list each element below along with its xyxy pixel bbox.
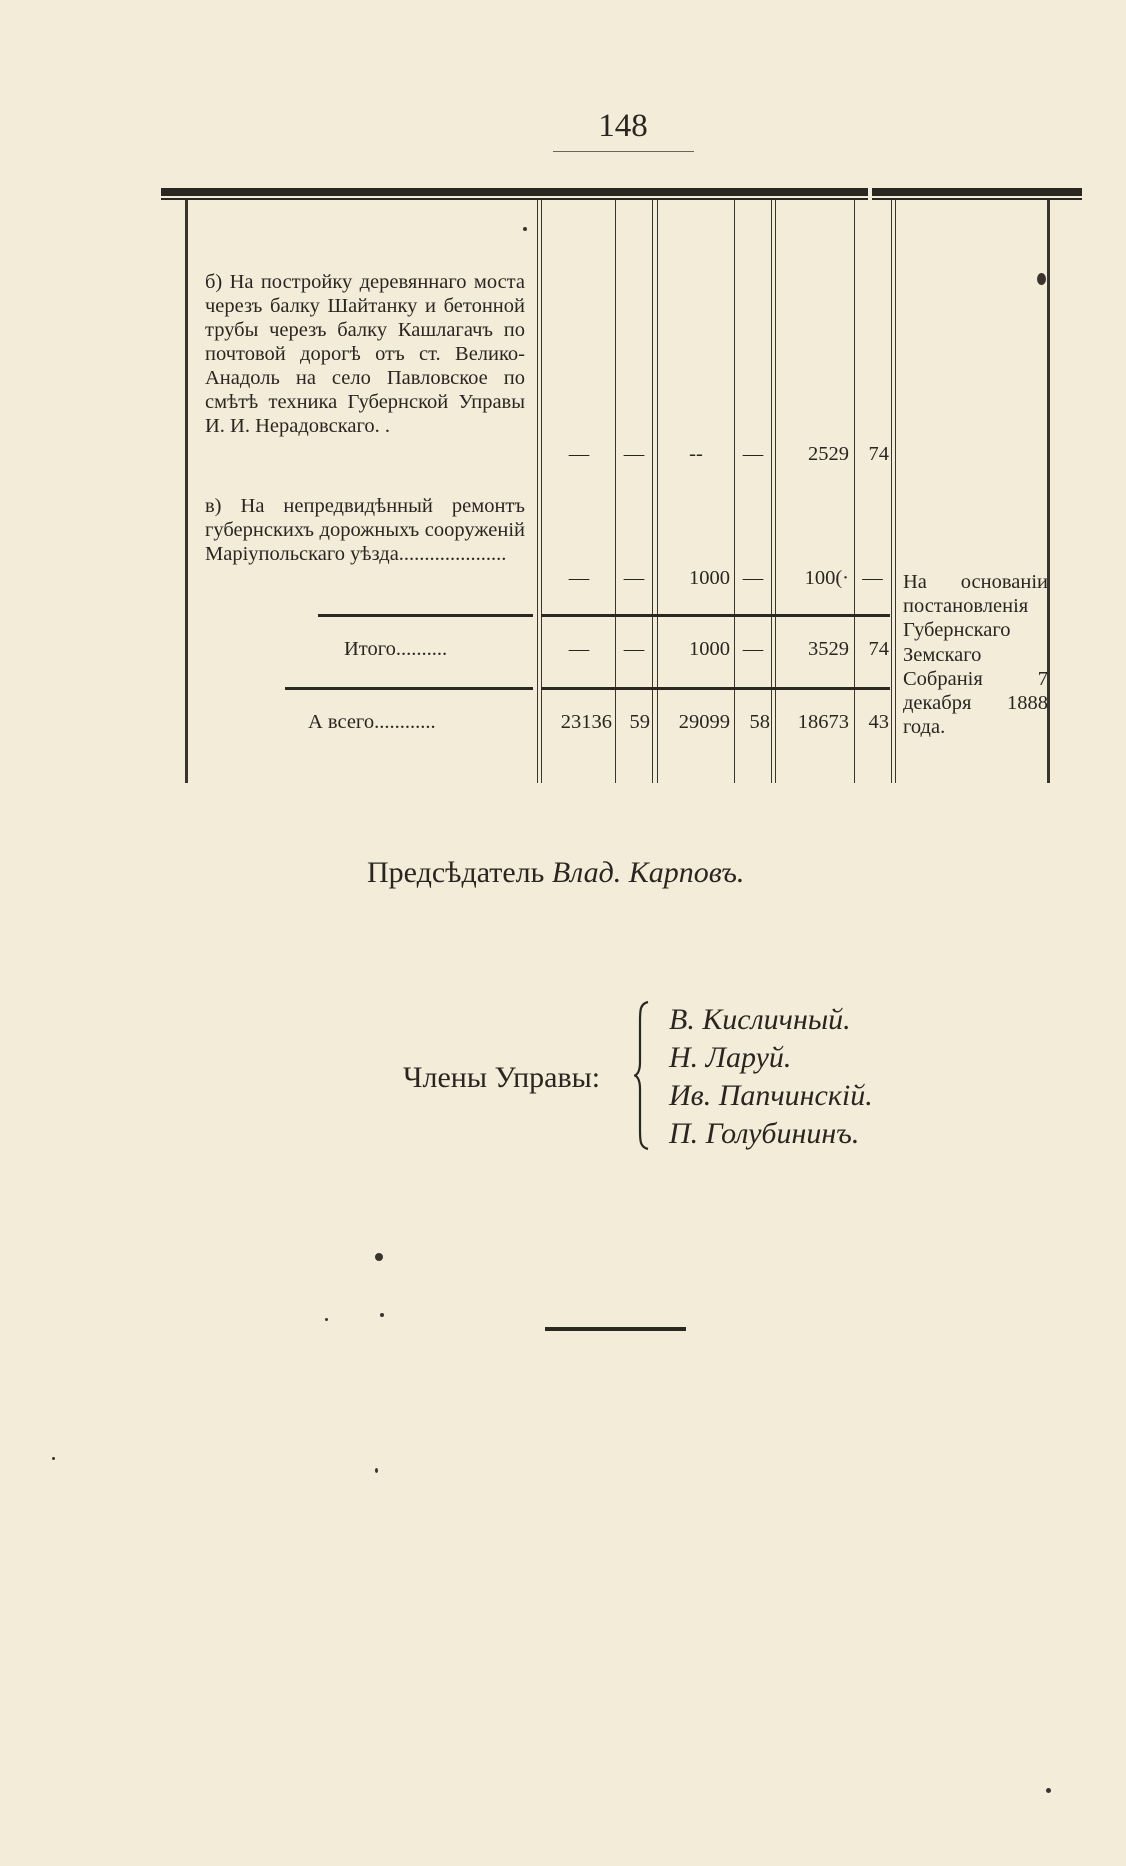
ink-speck [375, 1468, 378, 1473]
column-divider [771, 200, 772, 783]
ink-speck [1046, 1788, 1051, 1793]
ink-speck [52, 1457, 55, 1460]
cell-value: — [568, 567, 590, 589]
column-divider [652, 200, 653, 783]
cell-value: — [623, 443, 645, 465]
table-top-rule-thin [161, 198, 868, 200]
cell-value: 100(· [804, 567, 849, 589]
curly-brace-icon [634, 1000, 650, 1151]
table-top-rule-thin-note [872, 198, 1082, 200]
chairman-name: Влад. Карповъ. [551, 856, 745, 889]
row-description: в) На непредвидѣнный ремонтъ губернскихъ дорожныхъ сооруженій Маріупольскаго уѣзда..................... [205, 495, 525, 565]
member-name: П. Голубининъ. [669, 1117, 860, 1150]
row-description: б) На постройку деревяннаго моста черезъ балку Шайтанку и бетонной трубы черезъ балку Кашлагачъ по почтовой дорогѣ отъ ст. Велико-Анадоль на село Павловское по смѣтѣ техника Губернской Управы И. И. Нерадовскаго. . [205, 271, 525, 437]
end-rule [545, 1327, 686, 1331]
note-text: На основаніи постановленія Губернскаго Земскаго Собранія 7 декабря 1888 года. [903, 571, 1048, 739]
member-name: Н. Ларуй. [669, 1041, 792, 1074]
vsego-value: 59 [629, 711, 650, 733]
vsego-value: 29099 [678, 711, 730, 733]
column-divider [657, 200, 658, 783]
ink-speck [523, 227, 527, 231]
column-divider [895, 200, 896, 783]
page-number-rule [553, 151, 694, 152]
ink-speck [1037, 273, 1046, 285]
cell-value: 2529 [808, 443, 849, 465]
column-divider [891, 200, 892, 783]
column-divider [775, 200, 776, 783]
vsego-value: 43 [868, 711, 889, 733]
members-label: Члены Управы: [403, 1061, 601, 1094]
vsego-value: 23136 [560, 711, 612, 733]
column-divider [615, 200, 616, 783]
cell-value: — [742, 443, 764, 465]
column-divider [854, 200, 855, 783]
vsego-label: А всего............ [308, 711, 436, 733]
chairman-title: Предсѣдатель [367, 856, 545, 889]
ink-speck [325, 1318, 328, 1321]
itogo-value: — [623, 638, 645, 660]
cell-value: -- [689, 443, 703, 465]
itogo-rule [541, 614, 890, 617]
chairman-signature [367, 856, 744, 890]
cell-value: — [862, 567, 883, 589]
vsego-rule [285, 687, 533, 690]
itogo-value: 3529 [808, 638, 849, 660]
cell-value: — [623, 567, 645, 589]
vsego-value: 58 [749, 711, 770, 733]
itogo-value: 74 [868, 638, 889, 660]
cell-value: 1000 [689, 567, 730, 589]
column-divider [734, 200, 735, 783]
page-number: 148 [598, 108, 648, 144]
column-divider [537, 200, 538, 783]
ink-speck [375, 1253, 383, 1261]
itogo-value: 1000 [689, 638, 730, 660]
itogo-label: Итого.......... [344, 638, 448, 660]
itogo-label-text: Итого [344, 638, 396, 660]
cell-value: 74 [868, 443, 889, 465]
column-divider [541, 200, 542, 783]
table-top-rule [161, 188, 868, 196]
member-name: Ив. Папчинскій. [669, 1079, 873, 1112]
table-left-border [185, 200, 188, 783]
cell-value: — [568, 443, 590, 465]
itogo-value: — [568, 638, 590, 660]
vsego-label-text: А всего [308, 711, 375, 733]
ink-speck [380, 1313, 384, 1317]
itogo-value: — [742, 638, 764, 660]
cell-value: — [742, 567, 764, 589]
itogo-rule [318, 614, 533, 617]
vsego-rule [541, 687, 890, 690]
table-top-rule-note [872, 188, 1082, 196]
member-name: В. Кисличный. [669, 1003, 851, 1036]
vsego-value: 18673 [797, 711, 849, 733]
